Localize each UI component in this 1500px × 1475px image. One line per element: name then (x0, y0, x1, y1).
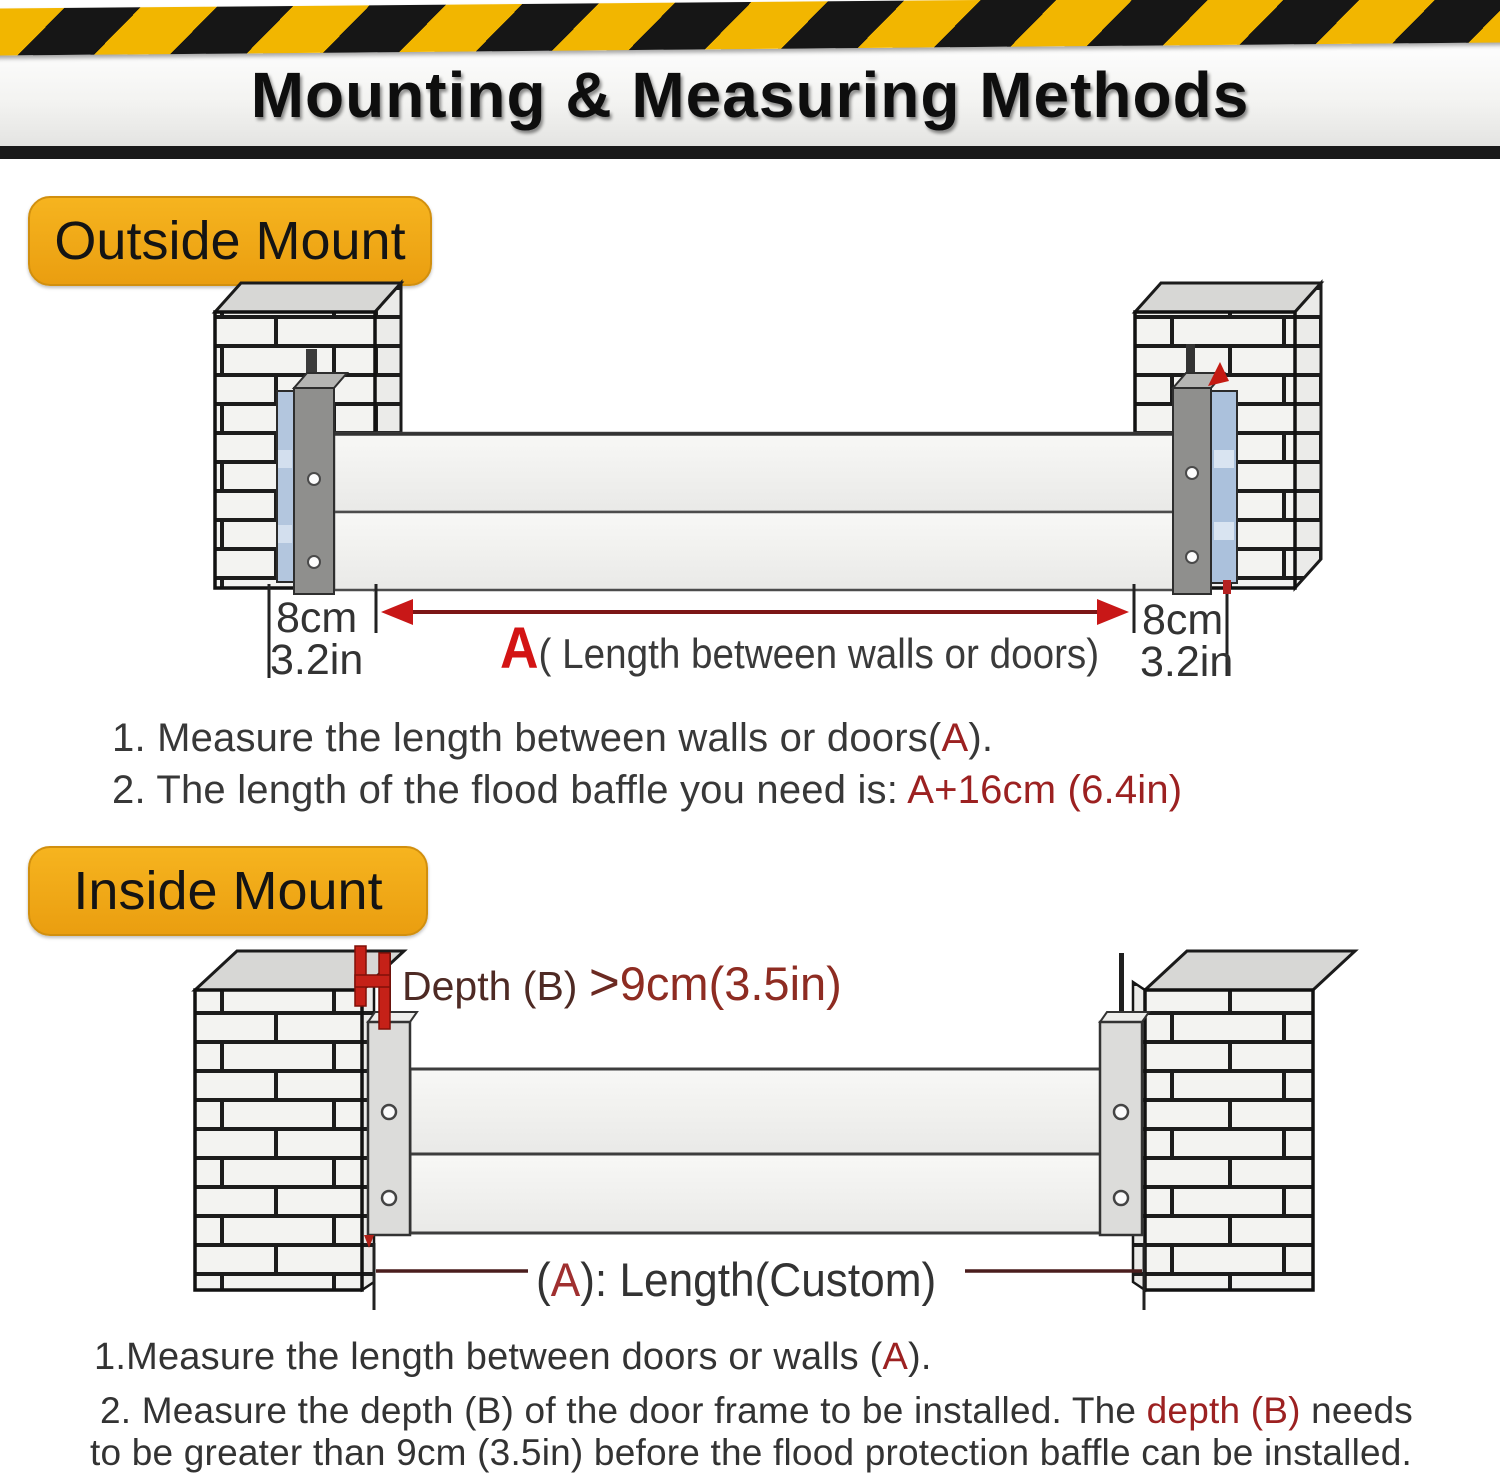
inside-step2-post: needs (1300, 1390, 1413, 1431)
outside-dim-right-cm: 8cm (1142, 596, 1224, 644)
inside-step2-depth: depth (B) (1146, 1390, 1301, 1431)
inside-dim-rest: ): Length(Custom) (580, 1253, 937, 1306)
inside-step-3: to be greater than 9cm (3.5in) before the flood protection baffle can be installed. (90, 1432, 1413, 1473)
inside-step-1 (94, 1336, 932, 1379)
inside-baffle (410, 1069, 1102, 1233)
inside-right-pillar (1133, 951, 1355, 1290)
outside-span-label (500, 616, 1100, 683)
outside-span-a: A (500, 616, 539, 681)
inside-step2-text: 2. Measure the depth (B) of the door frame to be installed. The (100, 1390, 1147, 1431)
outside-step1-post: ). (968, 716, 994, 760)
page-title: Mounting & Measuring Methods (250, 59, 1250, 131)
inside-mount-label-text: Inside Mount (73, 861, 383, 921)
outside-dim-left-cm: 8cm (276, 594, 358, 642)
inside-dim-a: A (550, 1253, 581, 1306)
depth-label-text: Depth (B) (402, 963, 589, 1009)
outside-step-1 (112, 716, 993, 761)
outside-mount-label-text: Outside Mount (54, 211, 406, 271)
inside-step1-post: ). (907, 1336, 932, 1378)
outside-step2-text: 2. The length of the flood baffle you need is: (112, 768, 908, 812)
outside-step1-a: A (941, 716, 969, 760)
depth-gt-sign: > (588, 953, 620, 1012)
outside-dim-right-in: 3.2in (1140, 638, 1234, 686)
inside-step-2 (100, 1390, 1413, 1432)
depth-value: 9cm(3.5in) (619, 957, 842, 1010)
inside-dim-paren: ( (536, 1253, 551, 1306)
outside-step1-text: 1. Measure the length between walls or doors( (112, 716, 942, 760)
inside-step1-text: 1.Measure the length between doors or walls ( (94, 1336, 883, 1378)
outside-step2-value: A+16cm (6.4in) (907, 768, 1183, 812)
inside-length-label (536, 1252, 936, 1307)
outside-span-rest: ( Length between walls or doors) (538, 630, 1100, 677)
outside-step-2 (112, 768, 1182, 813)
inside-depth-label (402, 952, 842, 1013)
inside-step1-a: A (882, 1336, 908, 1378)
outside-dim-left-in: 3.2in (270, 636, 364, 684)
outside-baffle (334, 433, 1174, 590)
